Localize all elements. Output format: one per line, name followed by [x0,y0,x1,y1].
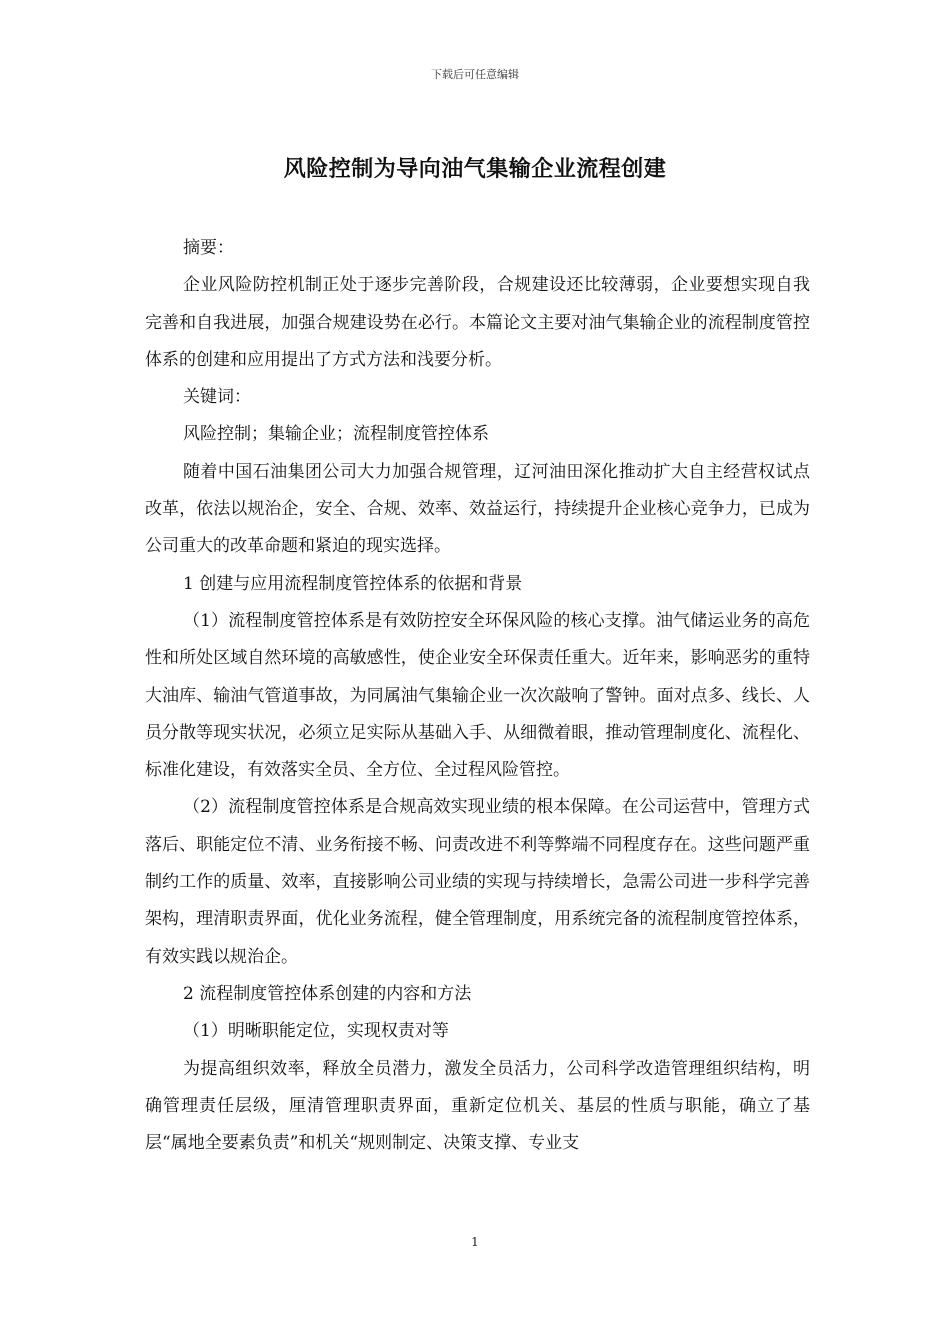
page-number: 1 [471,1235,479,1249]
document-title: 风险控制为导向油气集输企业流程创建 [283,157,667,182]
document-body [145,230,810,1162]
section-2-paragraph-1: 为提高组织效率，释放全员潜力，激发全员活力，公司科学改造管理组织结构，明确管理责任层级，厘清管理职责界面，重新定位机关、基层的性质与职能，确立了基层“属地全要素负责”和机关“规则制定、决策支撑、专业支 [145,1058,810,1154]
intro-paragraph: 随着中国石油集团公司大力加强合规管理，辽河油田深化推动扩大自主经营权试点改革，依法以规治企，安全、合规、效率、效益运行，持续提升企业核心竞争力，已成为公司重大的改革命题和紧迫的现实选择。 [145,461,810,557]
section-1-point-1: （1）流程制度管控体系是有效防控安全环保风险的核心支撑。油气储运业务的高危性和所处区域自然环境的高敏感性，使企业安全环保责任重大。近年来，影响恶劣的重特大油库、输油气管道事故，为同属油气集输企业一次次敲响了警钟。面对点多、线长、人员分散等现实状况，必须立足实际从基础入手、从细微着眼，推动管理制度化、流程化、标准化建设，有效落实全员、全方位、全过程风险管控。 [145,610,810,781]
section-2-heading: 2 流程制度管控体系创建的内容和方法 [183,983,472,1004]
keywords-list: 风险控制；集输企业；流程制度管控体系 [183,424,489,445]
section-1-point-2: （2）流程制度管控体系是合规高效实现业绩的根本保障。在公司运营中，管理方式落后、职能定位不清、业务衔接不畅、问责改进不利等弊端不同程度存在。这些问题严重制约工作的质量、效率，直接影响公司业绩的实现与持续增长，急需公司进一步科学完善架构，理清职责界面，优化业务流程，健全管理制度，用系统完备的流程制度管控体系，有效实践以规治企。 [145,797,810,967]
page-header-note: 下载后可任意编辑 [431,68,519,81]
keywords-heading: 关键词： [183,387,251,408]
abstract-paragraph: 企业风险防控机制正处于逐步完善阶段，合规建设还比较薄弱，企业要想实现自我完善和自我进展，加强合规建设势在必行。本篇论文主要对油气集输企业的流程制度管控体系的创建和应用提出了方式方法和浅要分析。 [145,275,810,370]
abstract-heading: 摘要： [183,238,234,258]
section-1-heading: 1 创建与应用流程制度管控体系的依据和背景 [183,573,523,594]
section-2-subheading-1: （1）明晰职能定位，实现权责对等 [183,1021,449,1042]
